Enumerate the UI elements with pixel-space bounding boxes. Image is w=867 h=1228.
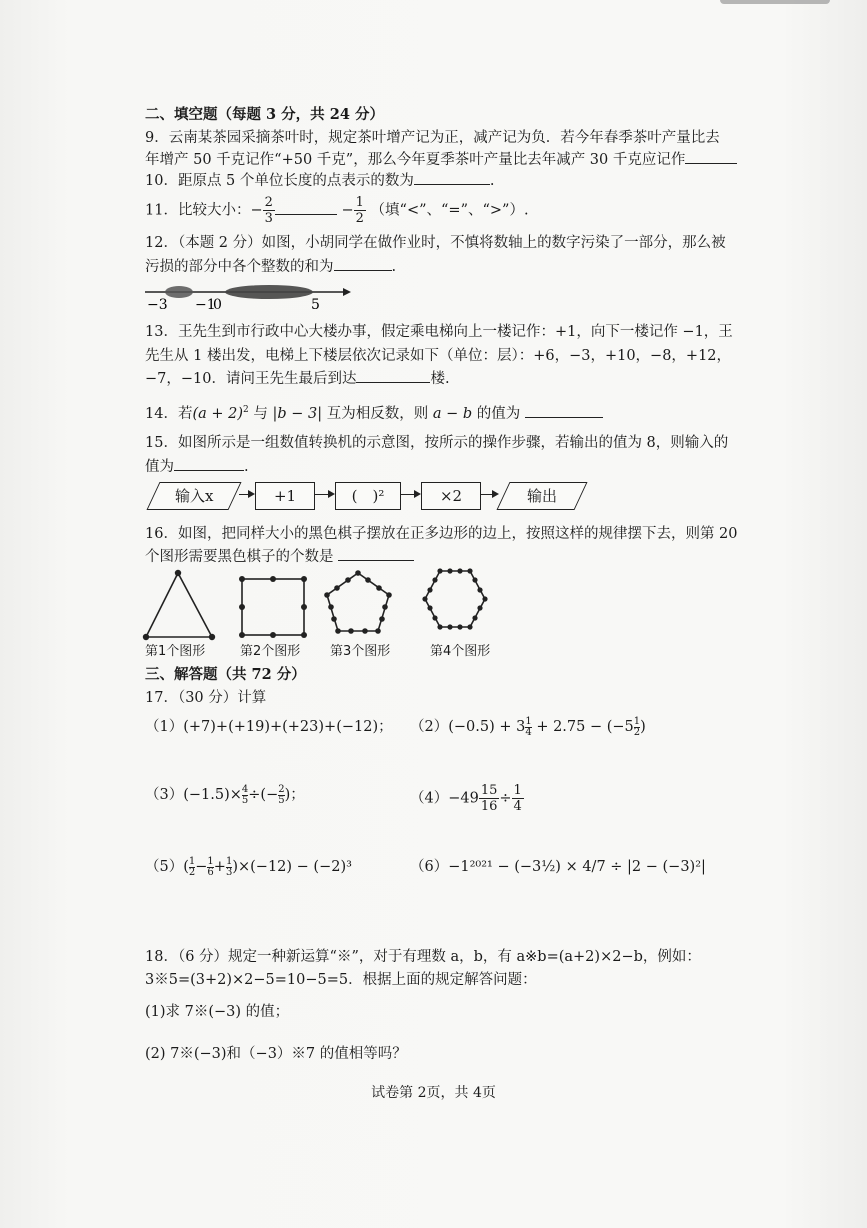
q16-answer-blank[interactable] <box>338 546 414 561</box>
q11-frac1-num: 2 <box>264 195 273 210</box>
flow-arrow-4 <box>481 494 497 495</box>
q14-expr2: |b − 3| <box>272 405 323 422</box>
q17-title: 17．（30 分）计算 <box>145 690 267 706</box>
q15-flowchart <box>147 480 592 514</box>
q15-answer-blank[interactable] <box>174 456 244 471</box>
figure-3-label: 第3个图形 <box>330 644 391 659</box>
axis-label-neg3: −3 <box>147 297 168 312</box>
q11: 11．比较大小：− $\frac{2}{3}$ − $\frac{1}{2}$ （填“<”、“=”、“>”）. <box>145 195 529 226</box>
q17-part2: （2）(−0.5) + 3 $\frac{1}{4}$ + 2.75 − (−5 $\frac{1}{2}$ ) <box>410 715 646 738</box>
flow-output-box <box>496 482 587 510</box>
q9-answer-blank[interactable] <box>685 149 737 164</box>
axis-label-neg1: −1 <box>195 297 216 312</box>
q17-p3-suffix: )； <box>284 787 305 803</box>
stain-right <box>225 285 313 299</box>
axis-label-5: 5 <box>311 297 320 312</box>
axis-label-0: 0 <box>213 297 222 312</box>
flow-times2-box: ×2 <box>421 482 481 510</box>
q17-part1: （1）(+7)+(+19)+(+23)+(−12)； <box>145 719 393 735</box>
q11-frac2-num: 1 <box>355 195 364 210</box>
q12-number-line <box>145 282 355 312</box>
q14-middle: 互为相反数，则 <box>326 405 429 422</box>
q17-p5-suffix: )×(−12) − (−2)³ <box>232 859 352 875</box>
q17-p5-prefix: （5）( <box>145 859 189 875</box>
q15-line1: 15．如图所示是一组数值转换机的示意图，按所示的操作步骤，若输出的值为 8，则输入的 <box>145 435 729 451</box>
flow-input-box <box>146 482 241 510</box>
flow-square-box: ( )² <box>335 482 401 510</box>
q16-line2-text: 个图形需要黑色棋子的个数是 <box>145 549 334 565</box>
q15-line2: 值为 . <box>145 455 249 479</box>
q13-line3a: −7，−10．请问王先生最后到达 <box>145 371 357 387</box>
q14-mid: 与 <box>253 405 268 422</box>
q16-line1: 16．如图，把同样大小的黑色棋子摆放在正多边形的边上，按照这样的规律摆下去，则第 20 <box>145 526 738 542</box>
q17-part5: （5）( $\frac{1}{2}$ − $\frac{1}{6}$ + $\frac{1}{3}$ )×(−12) − (−2)³ <box>145 855 352 878</box>
q12-answer-blank[interactable] <box>334 256 392 271</box>
q9-line2-text: 年增产 50 千克记作“+50 千克”，那么今年夏季茶叶产量比去年减产 30 千克应记作 <box>145 152 686 168</box>
flow-plus1-box: +1 <box>255 482 315 510</box>
q14-suffix: 的值为 <box>476 405 521 422</box>
flow-arrow-2 <box>315 494 333 495</box>
q17-p4-mid: ÷ <box>499 790 512 807</box>
q11-suffix: （填“<”、“=”、“>”）. <box>370 202 529 219</box>
q11-answer-blank[interactable] <box>275 200 337 215</box>
q17-p2-suffix: ) <box>640 719 646 735</box>
q17-p3-prefix: （3）(−1.5)× <box>145 787 242 803</box>
q18-part1: (1)求 7※(−3) 的值； <box>145 1004 290 1020</box>
q15-line2-text: 值为 <box>145 459 174 475</box>
figure-2-square <box>239 576 307 638</box>
q17-p2-mid: + 2.75 − (−5 <box>531 719 634 735</box>
q17-p3-mid: ÷(− <box>248 787 279 803</box>
q11-frac2-den: 2 <box>355 211 364 226</box>
q18-part2: (2) 7※(−3)和（−3）※7 的值相等吗？ <box>145 1046 407 1062</box>
stain-left <box>165 286 193 298</box>
figure-4-hexagon <box>422 568 487 629</box>
q11-frac1-den: 3 <box>264 211 273 226</box>
q14-expr3: a − b <box>432 405 473 422</box>
q10-text: 10．距原点 5 个单位长度的点表示的数为 <box>145 173 414 189</box>
q11-frac1 <box>263 195 275 226</box>
figure-1-triangle <box>143 570 215 640</box>
q13-line3 <box>145 367 450 391</box>
q14-expr1: (a + 2) <box>192 405 244 422</box>
section3-title: 三、解答题（共 72 分） <box>145 666 306 683</box>
q10-answer-blank[interactable] <box>414 170 490 185</box>
q17-part3: （3）(−1.5)× $\frac{4}{5}$ ÷(− $\frac{2}{5}$ )； <box>145 783 305 806</box>
section2-title: 二、填空题（每题 3 分，共 24 分） <box>145 106 384 123</box>
figure-2-label: 第2个图形 <box>240 644 301 659</box>
flow-input-label: 输入x <box>174 487 214 505</box>
q9-line1: 9．云南某茶园采摘茶叶时，规定茶叶增产记为正，减产记为负．若今年春季茶叶产量比去 <box>145 130 720 146</box>
flow-arrow-1 <box>239 494 253 495</box>
q12-line2: 污损的部分中各个整数的和为 . <box>145 255 396 279</box>
q13-line1: 13．王先生到市行政中心大楼办事，假定乘电梯向上一楼记作：+1，向下一楼记作 −1，王 <box>145 324 733 340</box>
flow-output-label: 输出 <box>526 487 557 505</box>
figure-1-label: 第1个图形 <box>145 644 206 659</box>
q17-p2-prefix: （2）(−0.5) + 3 <box>410 719 526 735</box>
q17-part4: （4）−49 $\frac{15}{16}$ ÷ $\frac{1}{4}$ <box>410 783 522 814</box>
q11-frac2 <box>354 195 366 226</box>
q13-answer-blank[interactable] <box>356 368 430 383</box>
axis-arrow <box>343 288 351 296</box>
q13-line3b: 楼. <box>430 371 450 387</box>
scan-edge-mark <box>720 0 830 4</box>
figure-3-pentagon <box>324 570 392 634</box>
page-footer: 试卷第 2页，共 4页 <box>371 1085 496 1101</box>
q17-part6: （6）−1²⁰²¹ − (−3½) × 4/7 ÷ |2 − (−3)²| <box>410 859 706 875</box>
figure-4-label: 第4个图形 <box>430 644 491 659</box>
q18-line2: 3※5=(3+2)×2−5=10−5=5．根据上面的规定解答问题： <box>145 972 537 988</box>
q18-line1: 18．（6 分）规定一种新运算“※”，对于有理数 a，b，有 a※b=(a+2)×2−b，例如： <box>145 949 701 965</box>
q10: 10．距原点 5 个单位长度的点表示的数为 . <box>145 169 495 193</box>
flow-arrow-3 <box>401 494 419 495</box>
q12-line1: 12．（本题 2 分）如图，小胡同学在做作业时，不慎将数轴上的数字污染了一部分，那么被 <box>145 235 726 251</box>
q14-answer-blank[interactable] <box>525 403 603 418</box>
q12-line2-text: 污损的部分中各个整数的和为 <box>145 259 334 275</box>
q17-p4-prefix: （4）−49 <box>410 790 479 807</box>
q11-prefix: 11．比较大小： <box>145 202 251 219</box>
q14: 14．若$(a + 2)^2$ 与 |b − 3| 互为相反数，则 a − b 的值为 <box>145 398 603 426</box>
q13-line2: 先生从 1 楼出发，电梯上下楼层依次记录如下（单位：层）：+6，−3，+10，−8，+12， <box>145 348 732 364</box>
q14-prefix: 14．若 <box>145 405 193 422</box>
